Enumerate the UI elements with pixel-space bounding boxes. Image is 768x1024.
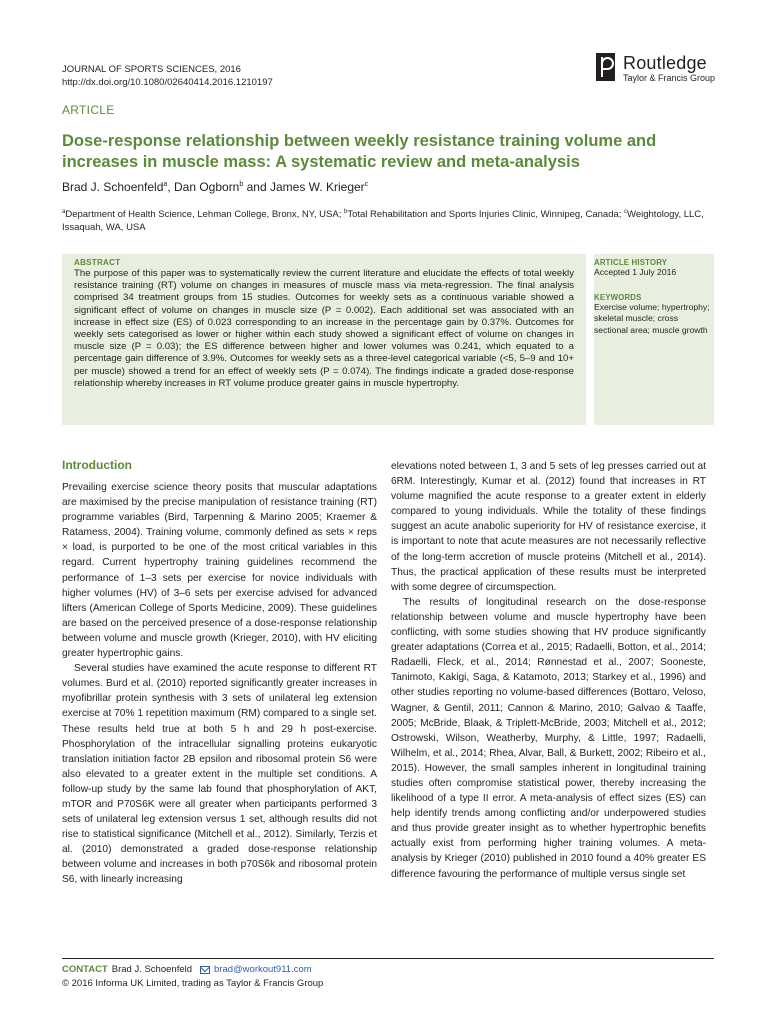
- routledge-logo-icon: [596, 53, 615, 81]
- author-affiliation-mark: a: [163, 181, 168, 188]
- contact-line: [62, 963, 312, 976]
- keywords-text: Exercise volume; hypertrophy; skeletal muscle; cross sectional area; muscle growth: [594, 301, 710, 335]
- contact-email-link[interactable]: brad@workout911.com: [214, 964, 312, 975]
- body-paragraph: elevations noted between 1, 3 and 5 sets of leg presses carried out at 6RM. Interestingly, Kumar et al. (2012) found that increases in RT volume magnified the acute response to a greater extent in elderly compared to young individuals. While the totality of these findings suggest an acute anabolic superiority for HV of resistance exercise, it is important to note that acute measures are not necessarily reflective of the long-term accretion of muscle proteins (Mitchell et al., 2014). Thus, the practical application of these results must be interpreted with some degree of circumspection.: [391, 461, 706, 593]
- body-column-right: [391, 459, 706, 882]
- author-affiliation-mark: c: [364, 181, 369, 188]
- body-column-left: [62, 458, 377, 888]
- body-paragraph: The results of longitudinal research on the dose-response relationship between volume and muscle hypertrophy have been conflicting, with some studies showing that HV produce significantly greater adaptations (Correa et al., 2015; Radaelli, Botton, et al., 2014; Radaelli, Fleck, et al., 2014; Rønnestad et al., 2007; Sooneste, Tanimoto, Kakigi, Saga, & Katamoto, 2013; Starkey et al., 1996) and other studies reporting no volume-based differences (Bottaro, Veloso, Wagner, & Gentil, 2011; Cannon & Marino, 2010; Galvao & Taaffe, 2005; McBride, Blaak, & Triplett-McBride, 2003; Mitchell et al., 2012; Ostrowski, Wilson, Weatherby, Murphy, & Little, 1997; Radaelli, Wilhelm, et al., 2014; Rhea, Alvar, Ball, & Burkett, 2002; Ribeiro et al., 2015). However, the small samples inherent in longitudinal training studies often compromise statistical power, thereby increasing the likelihood of a type II error. A meta-analysis of effect sizes (ES) can help identify trends among conflicting and/or underpowered studies and thus provide greater insight as to whether hypertrophic benefits actually exist from performing higher training volumes. A meta-analysis by Krieger (2010) published in 2010 found a 40% greater ES difference favouring the performance of multiple versus single set: [391, 596, 706, 880]
- journal-name: JOURNAL OF SPORTS SCIENCES, 2016: [62, 64, 241, 75]
- affiliation: Department of Health Science, Lehman College, Bronx, NY, USA;: [65, 209, 344, 221]
- article-type-label: ARTICLE: [62, 103, 115, 117]
- abstract-text: The purpose of this paper was to systematically review the current literature and elucidate the effects of total weekly resistance training (RT) volume on changes in measures of muscle mass via meta-regression. The final analysis comprised 34 treatment groups from 15 studies. Outcomes for weekly sets as a continuous variable showed a significant effect of volume on changes in muscle size (P = 0.002). Each additional set was associated with an increase in effect size (ES) of 0.023 corresponding to an increase in the percentage gain by 0.37%. Outcomes for weekly sets categorised as lower or higher within each study showed a significant effect of volume on changes in muscle size (P = 0.03); the ES difference between higher and lower volumes was 0.241, which equated to a percentage gain difference of 3.9%. Outcomes for weekly sets as a three-level categorical variable (<5, 5–9 and 10+ per muscle) showed a trend for an effect of weekly sets (P = 0.074). The findings indicate a graded dose-response relationship whereby increases in RT volume produce greater gains in muscle hypertrophy.: [74, 268, 574, 389]
- author-list: Brad J. Schoenfeld$^a$, Dan Ogborn$^b$ and James W. Krieger$^c$: [62, 180, 369, 194]
- affiliation: Weightology, LLC, Issaquah, WA, USA: [62, 209, 704, 234]
- author-name[interactable]: James W. Krieger: [269, 180, 365, 194]
- abstract-heading: ABSTRACT: [74, 258, 121, 267]
- abstract-box: [62, 254, 586, 425]
- publisher-name: Routledge: [623, 53, 707, 73]
- author-name[interactable]: Brad J. Schoenfeld: [62, 180, 164, 194]
- contact-name: Brad J. Schoenfeld: [111, 964, 193, 975]
- body-paragraph: Prevailing exercise science theory posits that muscular adaptations are maximised by the precise manipulation of resistance training (RT) programme variables (Bird, Tarpenning & Marino 2005; Kraemer & Ratamess, 2004). Training volume, commonly defined as sets × reps × load, is purported to be one of the most critical variables in this regard. Current hypertrophy training guidelines recommend the performance of 1–3 sets per exercise for novice individuals with higher volumes (HV) of 3–6 sets per exercise advised for advanced lifters (American College of Sports Medicine, 2009). These guidelines are based on the perceived presence of a dose-response relationship between volume and muscle growth (Krieger, 2010), with HV eliciting greater hypertrophic gains.: [62, 482, 377, 660]
- body-paragraph: Several studies have examined the acute response to different RT volumes. Burd et al. (2010) reported significantly greater increases in myofibrillar protein synthesis with 3 sets of unilateral leg extension exercise at 70% 1 repetition maximum (RM) compared to a single set. These results held true at both 5 h and 29 h post-exercise. Phosphorylation of the intracellular signalling proteins eukaryotic translation initiation factor 2B epsilon and ribosomal protein S6 were also elevated to a greater extent in the multiple set conditions. A follow-up study by the same lab found that phosphorylation of AKT, mTOR and P70S6K were all greater when participants performed 3 sets of unilateral leg extension versus 1 set, although results did not rise to statistical significance (Mitchell et al., 2012). Similarly, Terzis et al. (2010) demonstrated a graded dose-response relationship between volume and increases in both p70S6k and ribosomal protein S6, with linearly increasing: [62, 663, 377, 886]
- publisher-subtitle: Taylor & Francis Group: [623, 73, 716, 83]
- affiliation: Total Rehabilitation and Sports Injuries Clinic, Winnipeg, Canada;: [347, 209, 625, 221]
- affiliations: $^a$Department of Health Science, Lehman College, Bronx, NY, USA; $^b$Total Rehabilitation and Sports Injuries Clinic, Winnipeg, Canada; $^c$Weightology, LLC, Issaquah, WA, USA: [62, 209, 704, 234]
- publisher-logo: [596, 53, 715, 84]
- article-info-panel: [594, 254, 714, 425]
- doi-link[interactable]: http://dx.doi.org/10.1080/02640414.2016.1210197: [62, 77, 273, 88]
- article-history-heading: ARTICLE HISTORY: [594, 258, 668, 267]
- author-name[interactable]: Dan Ogborn: [173, 180, 240, 194]
- section-heading-introduction: Introduction: [62, 458, 132, 472]
- footer-divider: [62, 958, 714, 959]
- contact-label: CONTACT: [62, 964, 108, 975]
- keywords-heading: KEYWORDS: [594, 292, 642, 302]
- journal-info: [62, 63, 273, 89]
- email-icon: [200, 966, 210, 974]
- paper-title: Dose-response relationship between weekly resistance training volume and increases in muscle mass: A systematic review and meta-analysis: [62, 132, 657, 171]
- author-affiliation-mark: b: [239, 181, 244, 188]
- copyright-notice: © 2016 Informa UK Limited, trading as Taylor & Francis Group: [62, 978, 324, 989]
- accepted-date: Accepted 1 July 2016: [594, 267, 677, 277]
